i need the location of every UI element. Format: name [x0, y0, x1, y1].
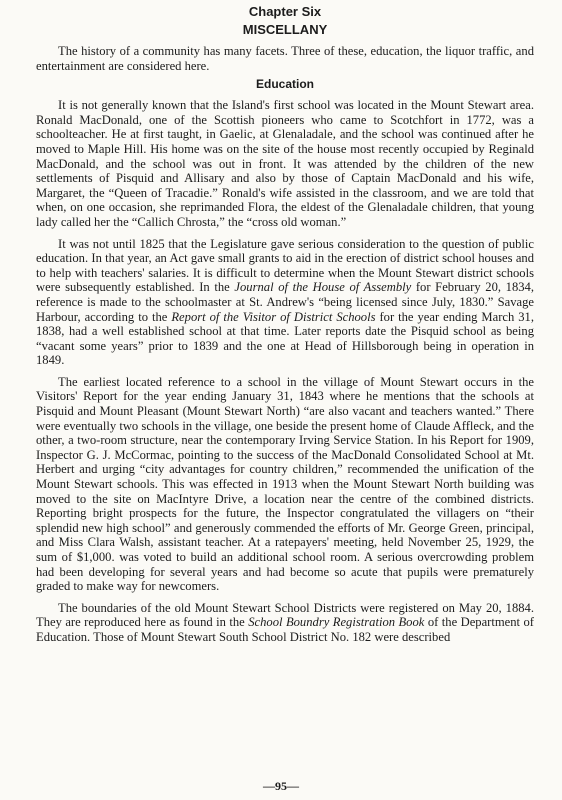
paragraph-village-schools: The earliest located reference to a school in the village of Mount Stewart occurs in the Visitors' Report for the year ending January 31, 1843 where he mentions that the schools at Pisquid and Mount Pleasant (Mount Stewart North) “are also vacant and teachers wanted.” There were eventually two schools in the village, one beside the present home of Claude Affleck, and the other, a two-room structure, near the contemporary Irving Service Station. In his Report for 1909, Inspector G. J. McCormac, pointing to the success of the MacDonald Consolidated School at Mt. Herbert and urging “city advantages for country children,” recommended the unification of the Mount Stewart schools. This was effected in 1913 when the Mount Stewart North building was moved to the site on MacIntyre Drive, a location near the centre of the combined districts. Reporting bright prospects for the future, the Inspector congratulated the villagers on “their splendid new high school” and generously commended the efforts of Mr. George Green, principal, and Miss Clara Walsh, assistant teacher. At a ratepayers' meeting, held November 25, 1929, the sum of $1,000. was voted to build an additional school room. A serious overcrowding problem had been developing for several years and had become so acute that pupils were prematurely graded to make way for newcomers. — [36, 374, 534, 594]
italic-title-journal: Journal of the House of Assembly — [234, 280, 412, 295]
text-run: It was not until 1825 that the Legislature gave serious consideration to the question of public education. In that year, an Act gave small grants to aid in the erection of district school houses and to help with teachers' salaries. It is difficult to determine when the Mount Stewart district schools were subsequently established. In the — [36, 236, 534, 295]
text-run: of the Department of Education. Those of Mount Stewart South School District No. 182 were described — [36, 615, 534, 644]
paragraph-public-education — [36, 237, 534, 368]
text-run: for the year ending March 31, 1838, had a well established school at that time. Later reports date the Pisquid school as being “vacant some years” prior to 1839 and the one at Head of Hillsborough being in operation in 1849. — [36, 309, 534, 368]
italic-title-report: Report of the Visitor of District Schools — [171, 309, 376, 324]
paragraph-boundaries — [36, 601, 534, 645]
section-heading: Education — [255, 77, 314, 92]
text-run: The boundaries of the old Mount Stewart School Districts were registered on May 20, 1884. They are reproduced here as found in the — [36, 600, 534, 630]
intro-paragraph: The history of a community has many facets. Three of these, education, the liquor traffic, and entertainment are considered here. — [36, 44, 534, 73]
paragraph-first-school: It is not generally known that the Island's first school was located in the Mount Stewart area. Ronald MacDonald, one of the Scottish pioneers who came to Scotchfort in 1772, was a schoolteacher. He at first taught, in Gaelic, at Glenaladale, and the school was continued after he moved to Maple Hill. His home was on the site of the house most recently occupied by Reginald MacDonald, and the school was out in front. It was attended by the children of the new settlements of Pisquid and Allisary and also by those of Captain MacDonald and his wife, Margaret, the “Queen of Tracadie.” Ronald's wife assisted in the classroom, and we are told that when, on one occasion, she reprimanded Flora, the eldest of the Glenaladale children, that young lady called her the “Callich Chrosta,” the “cross old woman.” — [36, 98, 534, 229]
chapter-title: MISCELLANY — [242, 22, 328, 37]
page-number: —95— — [263, 779, 299, 793]
chapter-label: Chapter Six — [248, 4, 322, 19]
text-run: for February 20, 1834, reference is made to the schoolmaster at St. Andrew's “being licensed since July, 1830.” Savage Harbour, according to the — [36, 280, 534, 324]
italic-title-registration-book: School Boundry Registration Book — [248, 615, 425, 630]
